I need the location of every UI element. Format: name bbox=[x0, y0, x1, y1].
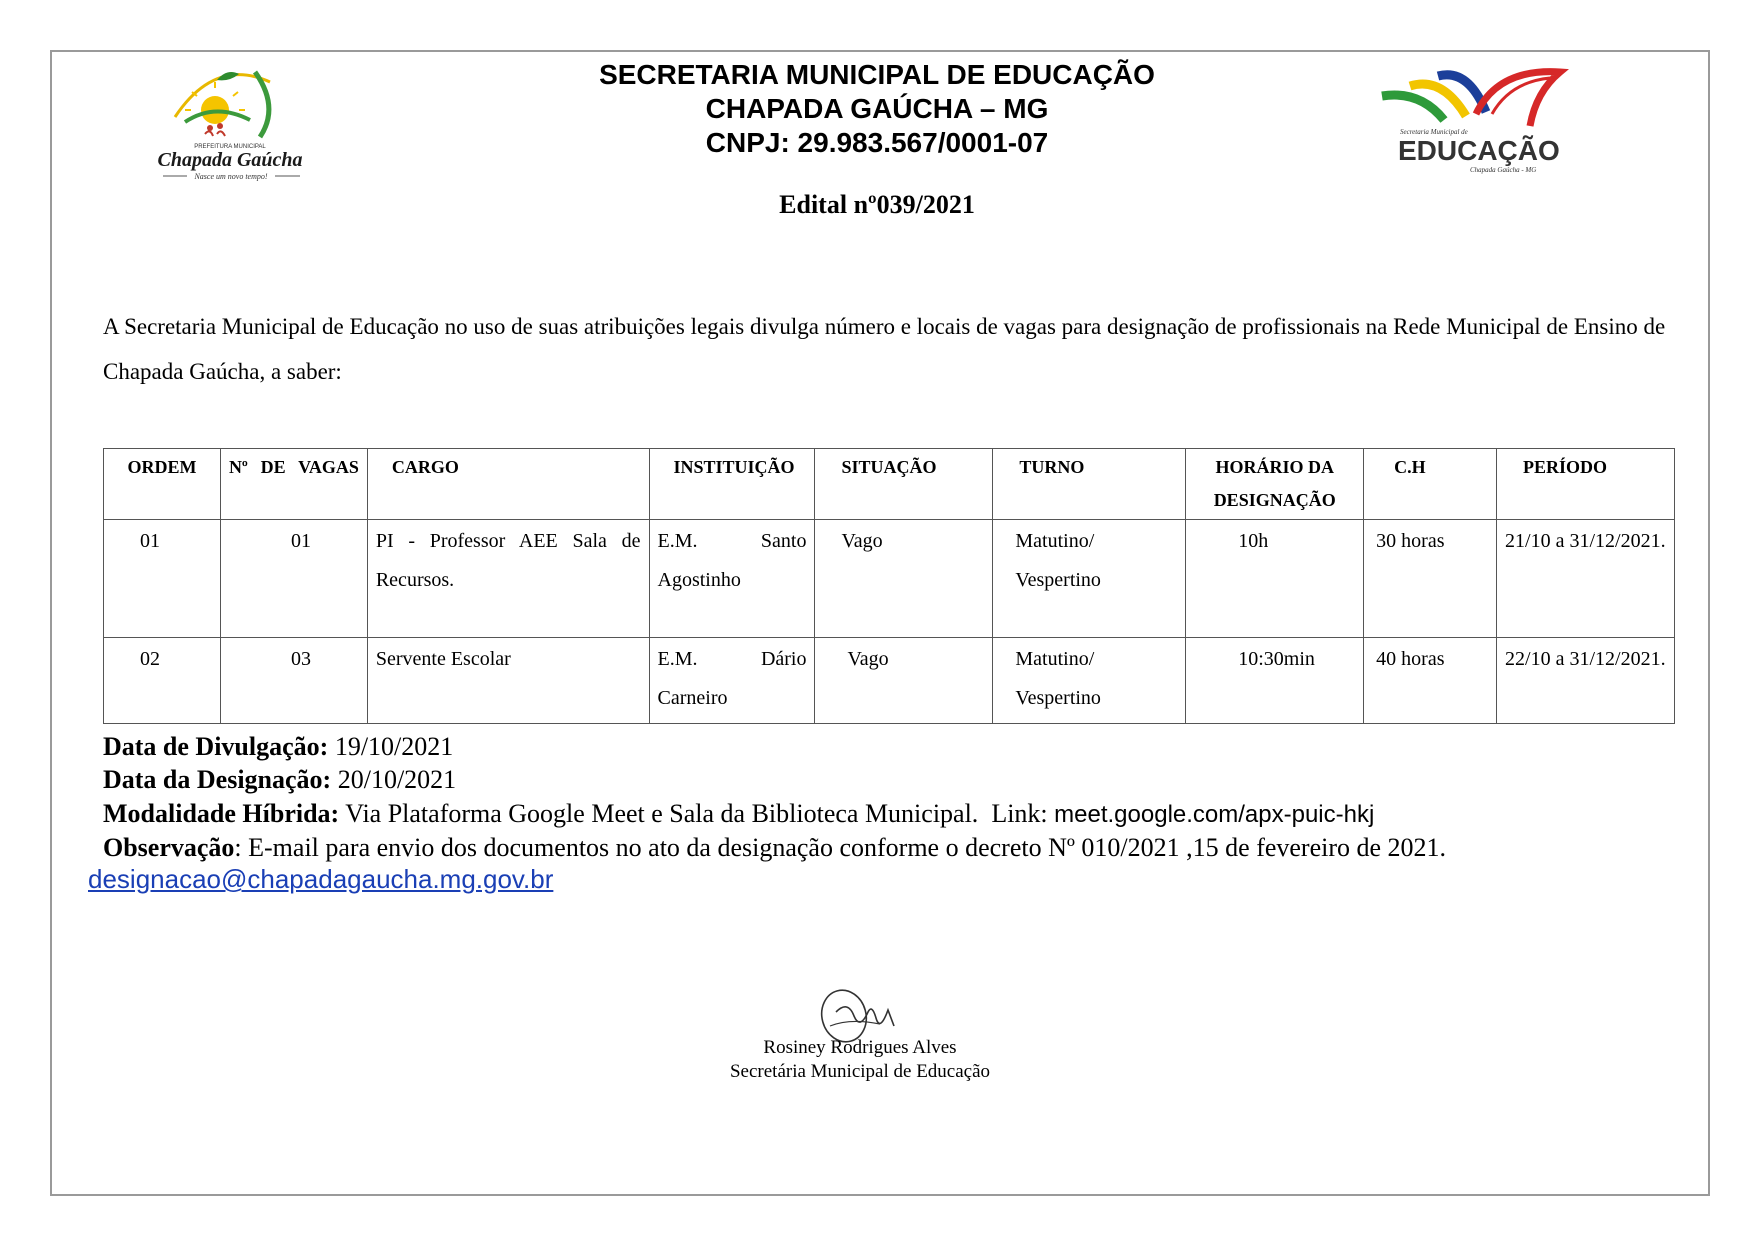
educacao-logo-caption: Secretaria Municipal de bbox=[1400, 128, 1468, 136]
table-row bbox=[104, 520, 1675, 638]
column-header: TURNO bbox=[993, 449, 1186, 520]
intro-paragraph: A Secretaria Municipal de Educação no uso de suas atribuições legais divulga número e locais de vagas para designação de profissionais na Rede Municipal de Ensino de Chapada Gaúcha, a saber: bbox=[103, 314, 1666, 384]
column-header: ORDEM bbox=[104, 449, 221, 520]
column-header: PERÍODO bbox=[1497, 449, 1675, 520]
educacao-logo-subtitle: Chapada Gaúcha - MG bbox=[1470, 166, 1537, 174]
signer-name: Rosiney Rodrigues Alves bbox=[763, 1037, 957, 1058]
table-cell: 10h bbox=[1186, 520, 1364, 638]
modalidade-label: Modalidade Híbrida: bbox=[103, 799, 340, 828]
table-cell: 01 bbox=[220, 520, 367, 638]
data-divulgacao-value: 19/10/2021 bbox=[334, 732, 454, 761]
table-cell: Matutino/ Vespertino bbox=[993, 638, 1186, 724]
educacao-logo-title: EDUCAÇÃO bbox=[1398, 135, 1560, 166]
educacao-logo bbox=[1380, 68, 1580, 188]
column-header-text: Nº DE VAGAS bbox=[228, 457, 359, 477]
modalidade-value: Via Plataforma Google Meet e Sala da Biblioteca Municipal. bbox=[345, 799, 979, 828]
data-divulgacao-label: Data de Divulgação: bbox=[103, 732, 329, 761]
meet-link[interactable]: meet.google.com/apx-puic-hkj bbox=[1054, 801, 1375, 828]
table-cell: 02 bbox=[104, 638, 221, 724]
column-header: INSTITUIÇÃO bbox=[649, 449, 815, 520]
link-label: Link: bbox=[991, 799, 1048, 828]
table-cell: E.M. Santo Agostinho bbox=[649, 520, 815, 638]
modalidade-hibrida bbox=[103, 797, 1374, 832]
table-cell: 10:30min bbox=[1186, 638, 1364, 724]
table-cell: Servente Escolar bbox=[367, 638, 649, 724]
table-cell: Matutino/ Vespertino bbox=[993, 520, 1186, 638]
table-cell: 40 horas bbox=[1364, 638, 1497, 724]
prefeitura-logo-slogan: Nasce um novo tempo! bbox=[194, 172, 268, 181]
table-row bbox=[104, 638, 1675, 724]
table-cell: Vago bbox=[815, 520, 993, 638]
column-header: SITUAÇÃO bbox=[815, 449, 993, 520]
table-cell: 01 bbox=[104, 520, 221, 638]
observacao-value: : E-mail para envio dos documentos no ato da designação conforme o decreto Nº 010/2021 ,15 de fevereiro de 2021. bbox=[234, 833, 1447, 862]
header-cnpj: CNPJ: 29.983.567/0001-07 bbox=[705, 127, 1049, 158]
column-header: CARGO bbox=[367, 449, 649, 520]
vacancies-table bbox=[103, 448, 1675, 724]
table-cell: E.M. Dário Carneiro bbox=[649, 638, 815, 724]
table-cell: 22/10 a 31/12/2021. bbox=[1497, 638, 1675, 724]
data-designacao-value: 20/10/2021 bbox=[337, 765, 457, 794]
header-secretaria: SECRETARIA MUNICIPAL DE EDUCAÇÃO bbox=[599, 59, 1155, 90]
data-designacao bbox=[103, 763, 456, 797]
column-header: HORÁRIO DA DESIGNAÇÃO bbox=[1186, 449, 1364, 520]
table-cell: Vago bbox=[815, 638, 993, 724]
email-link[interactable]: designacao@chapadagaucha.mg.gov.br bbox=[88, 864, 554, 894]
signer-role: Secretária Municipal de Educação bbox=[729, 1061, 991, 1082]
edital-number: Edital nº039/2021 bbox=[779, 190, 975, 219]
prefeitura-logo-caption: PREFEITURA MUNICIPAL bbox=[194, 144, 266, 150]
table-cell: 30 horas bbox=[1364, 520, 1497, 638]
observacao-label: Observação bbox=[103, 833, 235, 862]
header-municipio: CHAPADA GAÚCHA – MG bbox=[705, 93, 1049, 124]
column-header: C.H bbox=[1364, 449, 1497, 520]
table-cell: 03 bbox=[220, 638, 367, 724]
observacao bbox=[103, 831, 1446, 865]
data-designacao-label: Data da Designação: bbox=[103, 765, 332, 794]
table-header-row bbox=[104, 449, 1675, 520]
data-divulgacao bbox=[103, 730, 453, 764]
table-cell: PI - Professor AEE Sala de Recursos. bbox=[367, 520, 649, 638]
column-header bbox=[220, 449, 367, 520]
prefeitura-logo-title: Chapada Gaúcha bbox=[157, 149, 303, 171]
table-cell: 21/10 a 31/12/2021. bbox=[1497, 520, 1675, 638]
